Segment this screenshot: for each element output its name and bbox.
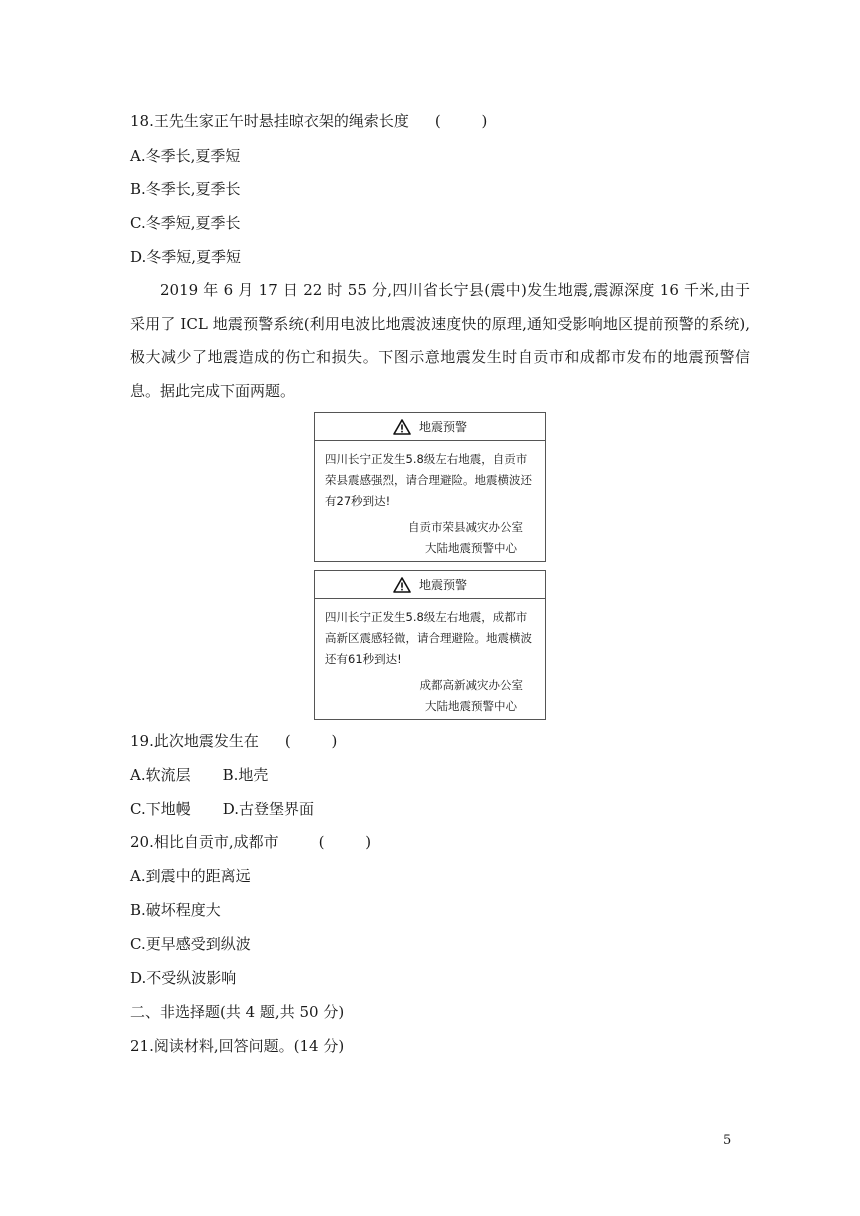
alert-header bbox=[315, 571, 545, 599]
alert-sender-office: 自贡市荣县减灾办公室 bbox=[408, 520, 523, 534]
q19-stem bbox=[130, 731, 355, 751]
q19-option-b: B.地壳 bbox=[222, 766, 269, 784]
section-heading: 二、非选择题(共 4 题,共 50 分) bbox=[130, 1003, 345, 1021]
q20-answer-paren: ( ) bbox=[318, 833, 390, 851]
alert-sender-center: 大陆地震预警中心 bbox=[425, 541, 517, 555]
alert-sender-center: 大陆地震预警中心 bbox=[425, 699, 517, 713]
q19-option-d: D.古登堡界面 bbox=[222, 800, 314, 818]
q19-stem-text: 19.此次地震发生在 bbox=[130, 732, 259, 750]
q18-option-a: A.冬季长,夏季短 bbox=[130, 147, 241, 165]
earthquake-alert-zigong bbox=[314, 412, 546, 562]
q20-option-a: A.到震中的距离远 bbox=[130, 867, 251, 885]
alert-header bbox=[315, 413, 545, 441]
q21-stem: 21.阅读材料,回答问题。(14 分) bbox=[130, 1037, 345, 1055]
q20-option-b: B.破坏程度大 bbox=[130, 901, 221, 919]
q18-answer-paren: ( ) bbox=[434, 112, 506, 130]
q18-stem bbox=[130, 111, 505, 131]
warning-icon bbox=[393, 419, 411, 435]
earthquake-alert-chengdu bbox=[314, 570, 546, 720]
q19-option-a: A.软流层 bbox=[130, 766, 191, 784]
q19-options-row-2 bbox=[130, 799, 314, 819]
q19-answer-paren: ( ) bbox=[284, 732, 356, 750]
q18-stem-text: 18.王先生家正午时悬挂晾衣架的绳索长度 bbox=[130, 112, 409, 130]
q20-option-c: C.更早感受到纵波 bbox=[130, 935, 251, 953]
q20-option-d: D.不受纵波影响 bbox=[130, 969, 237, 987]
alert-title: 地震预警 bbox=[418, 578, 467, 592]
alert-sender-office: 成都高新减灾办公室 bbox=[419, 678, 523, 692]
alert-title: 地震预警 bbox=[418, 420, 467, 434]
alert-message: 四川长宁正发生5.8级左右地震，成都市高新区震感轻微，请合理避险。地震横波还有61秒到达! bbox=[325, 610, 532, 666]
q18-option-c: C.冬季短,夏季长 bbox=[130, 214, 241, 232]
q20-stem-text: 20.相比自贡市,成都市 bbox=[130, 833, 279, 851]
q18-option-b: B.冬季长,夏季长 bbox=[130, 180, 241, 198]
alert-message: 四川长宁正发生5.8级左右地震，自贡市荣县震感强烈，请合理避险。地震横波还有27秒到达! bbox=[325, 452, 532, 508]
page-number: 5 bbox=[723, 1133, 732, 1148]
q19-options-row-1 bbox=[130, 765, 268, 785]
q19-option-c: C.下地幔 bbox=[130, 800, 191, 818]
q18-option-d: D.冬季短,夏季短 bbox=[130, 248, 242, 266]
passage: 2019 年 6 月 17 日 22 时 55 分,四川省长宁县(震中)发生地震,震源深度 16 千米,由于采用了 ICL 地震预警系统(利用电波比地震波速度快的原理,通知受影响地区提前预警的系统),极大减少了地震造成的伤亡和损失。下图示意地震发生时自贡市和成都市发布的地震预警信息。据此完成下面两题。 bbox=[130, 281, 750, 400]
warning-icon bbox=[393, 577, 411, 593]
q20-stem bbox=[130, 832, 389, 852]
